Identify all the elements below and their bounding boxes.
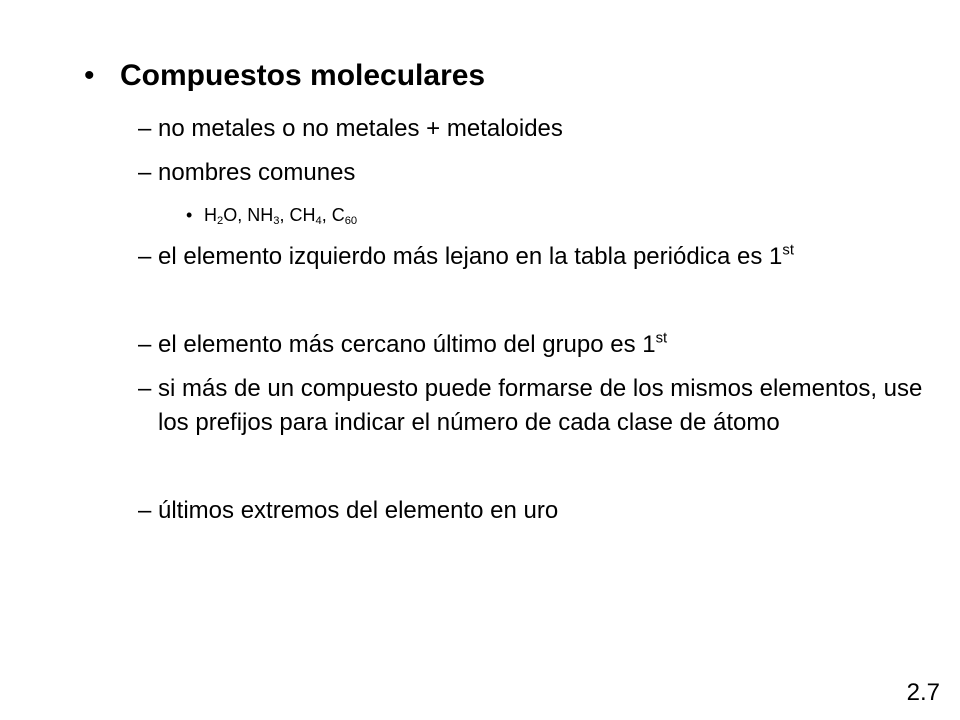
- formula-nh3-pre: NH: [247, 205, 274, 225]
- title-row: [84, 52, 485, 100]
- formula-h2o-sub: 2: [217, 214, 224, 227]
- slide-title: Compuestos moleculares: [120, 59, 486, 92]
- list-item-3: [138, 240, 928, 274]
- dash-marker: –: [138, 331, 152, 358]
- formula-h2o-post: O: [223, 205, 238, 225]
- dash-marker: –: [138, 115, 152, 142]
- title-bullet: •: [84, 59, 95, 92]
- list-item-5: [138, 372, 928, 440]
- formula-nh3-sub: 3: [273, 214, 280, 227]
- formula-c60-sub: 60: [344, 214, 358, 227]
- formula-list: [186, 200, 357, 230]
- dash-marker: –: [138, 375, 152, 402]
- slide-number: 2.7: [906, 679, 940, 706]
- formula-separator: ,: [321, 205, 332, 225]
- list-item-1: [138, 112, 928, 146]
- ordinal-superscript: st: [782, 242, 794, 259]
- dash-marker: –: [138, 159, 152, 186]
- ordinal-superscript: st: [655, 330, 668, 347]
- list-item-text-main: el elemento más cercano último del grupo es 1: [158, 331, 656, 358]
- formula-c60-pre: C: [331, 205, 345, 225]
- formula-text: [204, 200, 357, 230]
- sub-bullet: •: [186, 205, 193, 225]
- list-item-text: no metales o no metales + metaloides: [158, 115, 563, 142]
- list-item-text: últimos extremos del elemento en uro: [158, 497, 559, 524]
- formula-ch4-pre: CH: [289, 205, 316, 225]
- list-item-6: [138, 494, 928, 528]
- dash-marker: –: [138, 497, 152, 524]
- formula-separator: ,: [237, 205, 248, 225]
- formula-h2o-pre: H: [204, 205, 217, 225]
- list-item-text: [158, 328, 928, 362]
- formula-ch4-sub: 4: [315, 214, 322, 227]
- list-item-text: si más de un compuesto puede formarse de los mismos elementos, use los prefijos para indicar el número de cada clase de átomo: [158, 375, 923, 436]
- formula-separator: ,: [279, 205, 290, 225]
- list-item-2: [138, 156, 928, 190]
- dash-marker: –: [138, 243, 152, 270]
- list-item-4: [138, 328, 928, 362]
- list-item-text-main: el elemento izquierdo más lejano en la tabla periódica es 1: [158, 243, 783, 270]
- list-item-text: nombres comunes: [158, 159, 356, 186]
- list-item-text: [158, 240, 928, 274]
